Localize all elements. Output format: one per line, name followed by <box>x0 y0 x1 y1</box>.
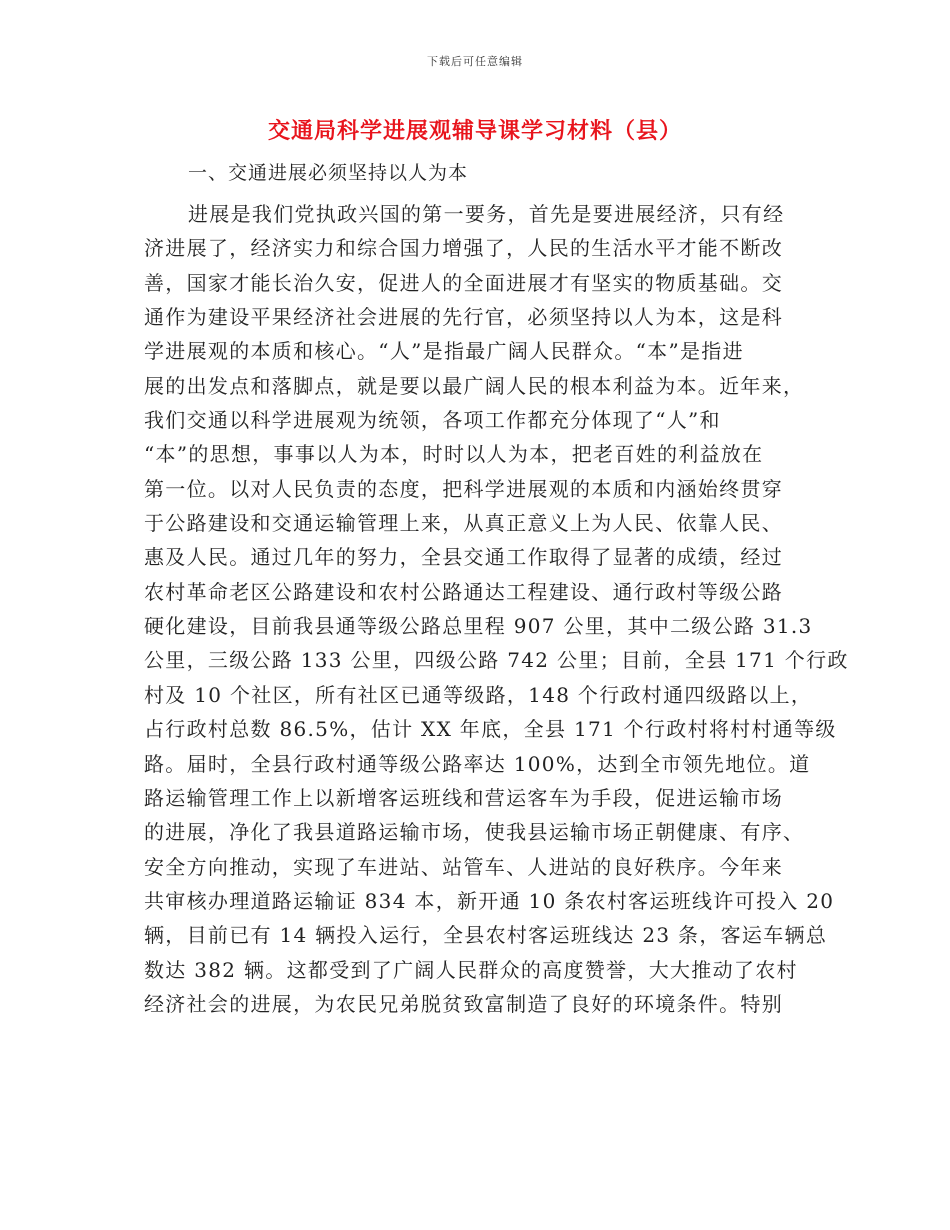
paragraph-line: 学进展观的本质和核心。“人”是指最广阔人民群众。“本”是指进 <box>144 339 744 364</box>
paragraph-line: 农村革命老区公路建设和农村公路通达工程建设、通行政村等级公路 <box>144 579 783 604</box>
paragraph-line: 济进展了，经济实力和综合国力增强了，人民的生活水平才能不断改 <box>144 236 783 261</box>
paragraph-line: 硬化建设，目前我县通等级公路总里程 907 公里，其中二级公路 31.3 <box>144 614 813 639</box>
paragraph-line: 路。届时，全县行政村通等级公路率达 100%，达到全市领先地位。道 <box>144 751 811 776</box>
body-paragraph <box>144 197 849 1021</box>
header-note: 下载后可任意编辑 <box>427 55 523 68</box>
paragraph-line: 我们交通以科学进展观为统领，各项工作都充分体现了“人”和 <box>144 408 721 433</box>
paragraph-line: “本”的思想，事事以人为本，时时以人为本，把老百姓的利益放在 <box>144 442 764 467</box>
paragraph-line: 经济社会的进展，为农民兄弟脱贫致富制造了良好的环境条件。特别 <box>144 991 783 1016</box>
paragraph-line: 善，国家才能长治久安，促进人的全面进展才有坚实的物质基础。交 <box>144 270 783 295</box>
section-heading: 一、交通进展必须坚持以人为本 <box>188 162 469 184</box>
paragraph-line: 进展是我们党执政兴国的第一要务，首先是要进展经济，只有经 <box>188 202 785 226</box>
paragraph-line: 辆，目前已有 14 辆投入运行，全县农村客运班线达 23 条，客运车辆总 <box>144 923 828 948</box>
paragraph-line: 第一位。以对人民负责的态度，把科学进展观的本质和内涵始终贯穿 <box>144 476 783 501</box>
paragraph-line: 通作为建设平果经济社会进展的先行官，必须坚持以人为本，这是科 <box>144 305 783 330</box>
paragraph-line: 共审核办理道路运输证 834 本，新开通 10 条农村客运班线许可投入 20 <box>144 888 835 913</box>
paragraph-line: 惠及人民。通过几年的努力，全县交通工作取得了显著的成绩，经过 <box>144 545 783 570</box>
paragraph-line: 展的出发点和落脚点，就是要以最广阔人民的根本利益为本。近年来， <box>144 373 805 398</box>
document-title: 交通局科学进展观辅导课学习材料（县） <box>267 118 682 144</box>
paragraph-line: 的进展，净化了我县道路运输市场，使我县运输市场正朝健康、有序、 <box>144 820 805 845</box>
paragraph-line: 数达 382 辆。这都受到了广阔人民群众的高度赞誉，大大推动了农村 <box>144 957 798 982</box>
paragraph-line: 安全方向推动，实现了车进站、站管车、人进站的良好秩序。今年来 <box>144 854 783 879</box>
paragraph-line: 公里，三级公路 133 公里，四级公路 742 公里；目前，全县 171 个行政 <box>144 648 849 673</box>
paragraph-line: 占行政村总数 86.5%，估计 XX 年底，全县 171 个行政村将村村通等级 <box>144 717 837 742</box>
paragraph-line: 于公路建设和交通运输管理上来，从真正意义上为人民、依靠人民、 <box>144 511 783 536</box>
paragraph-line: 路运输管理工作上以新增客运班线和营运客车为手段，促进运输市场 <box>144 785 783 810</box>
paragraph-line: 村及 10 个社区，所有社区已通等级路，148 个行政村通四级路以上， <box>144 682 813 707</box>
